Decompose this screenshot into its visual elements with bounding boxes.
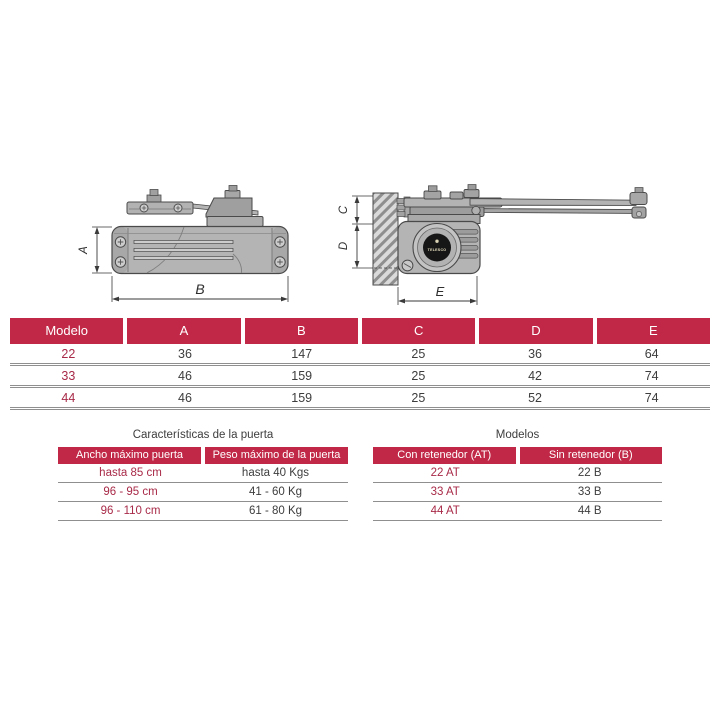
brand-cap xyxy=(413,224,461,272)
table-cell: 41 - 60 Kg xyxy=(248,486,303,498)
dimension-e xyxy=(398,276,477,305)
door-characteristics-table xyxy=(58,447,348,521)
table-header-row xyxy=(58,447,348,464)
valve-slot xyxy=(134,256,233,259)
closer-arm-side xyxy=(127,186,263,227)
table-cell: 25 xyxy=(411,347,426,361)
table-cell: 74 xyxy=(644,369,659,383)
table-header-row xyxy=(373,447,662,464)
door-characteristics-section xyxy=(58,428,348,521)
table-row xyxy=(58,483,348,502)
brand-logo-text: TELESCO xyxy=(427,247,447,252)
table-cell: 64 xyxy=(644,347,659,361)
valve-slot xyxy=(134,240,233,243)
valve-slot xyxy=(134,248,233,251)
mounted-view-diagram xyxy=(338,185,647,305)
dimension-a xyxy=(78,227,112,273)
column-header: Ancho máximo puerta xyxy=(58,447,201,464)
table-cell: 22 xyxy=(61,347,76,361)
dimension-label-a: A xyxy=(78,246,90,254)
dimension-label-d: D xyxy=(338,241,350,251)
table-row xyxy=(373,464,662,483)
table-cell: 96 - 95 cm xyxy=(103,486,158,498)
dimension-label-c: C xyxy=(338,205,350,215)
table-cell: 44 xyxy=(61,391,76,405)
table-cell: 25 xyxy=(411,391,426,405)
table-row xyxy=(58,464,348,483)
table-cell: hasta 40 Kgs xyxy=(241,467,310,479)
table-row xyxy=(10,344,710,366)
table-cell: 52 xyxy=(528,391,542,405)
column-header: C xyxy=(362,318,475,344)
dimension-label-e: E xyxy=(435,284,445,299)
dimension-label-b: B xyxy=(195,281,205,297)
column-header: E xyxy=(597,318,710,344)
table-row xyxy=(373,483,662,502)
column-header: B xyxy=(245,318,358,344)
table-row xyxy=(58,502,348,521)
models-title: Modelos xyxy=(495,429,540,441)
table-cell: 22 B xyxy=(577,467,602,479)
closer-body-side xyxy=(112,227,288,274)
table-cell: 74 xyxy=(644,391,659,405)
table-cell: 159 xyxy=(291,369,313,383)
table-cell: 33 AT xyxy=(430,486,460,498)
table-cell: 44 B xyxy=(577,505,602,517)
table-cell: 44 AT xyxy=(430,505,460,517)
column-header: Modelo xyxy=(10,318,123,344)
table-cell: hasta 85 cm xyxy=(99,467,162,479)
models-table xyxy=(373,447,662,521)
table-cell: 33 xyxy=(61,369,76,383)
table-row xyxy=(10,388,710,410)
closer-arm-top xyxy=(397,185,647,218)
door-frame-hatch xyxy=(373,193,398,285)
table-cell: 147 xyxy=(291,347,313,361)
table-cell: 36 xyxy=(528,347,542,361)
side-view-diagram xyxy=(78,186,288,303)
table-cell: 22 AT xyxy=(430,467,460,479)
table-cell: 25 xyxy=(411,369,426,383)
table-cell: 33 B xyxy=(577,486,602,498)
column-header: A xyxy=(127,318,240,344)
door-characteristics-title: Características de la puerta xyxy=(132,429,274,441)
table-cell: 46 xyxy=(178,391,192,405)
dimensions-table xyxy=(10,318,710,410)
dimension-c xyxy=(338,196,373,224)
table-cell: 36 xyxy=(178,347,192,361)
models-section xyxy=(373,428,662,521)
column-header: D xyxy=(479,318,592,344)
table-cell: 159 xyxy=(291,391,313,405)
table-row xyxy=(373,502,662,521)
column-header: Sin retenedor (B) xyxy=(520,447,663,464)
column-header: Con retenedor (AT) xyxy=(373,447,516,464)
closer-body-top xyxy=(398,215,480,274)
table-cell: 42 xyxy=(528,369,542,383)
table-cell: 61 - 80 Kg xyxy=(248,505,303,517)
table-cell: 46 xyxy=(178,369,192,383)
dimension-b xyxy=(112,276,288,302)
technical-diagrams xyxy=(0,180,720,315)
table-row xyxy=(10,366,710,388)
table-header-row xyxy=(10,318,710,344)
column-header: Peso máximo de la puerta xyxy=(205,447,348,464)
table-cell: 96 - 110 cm xyxy=(100,505,161,517)
